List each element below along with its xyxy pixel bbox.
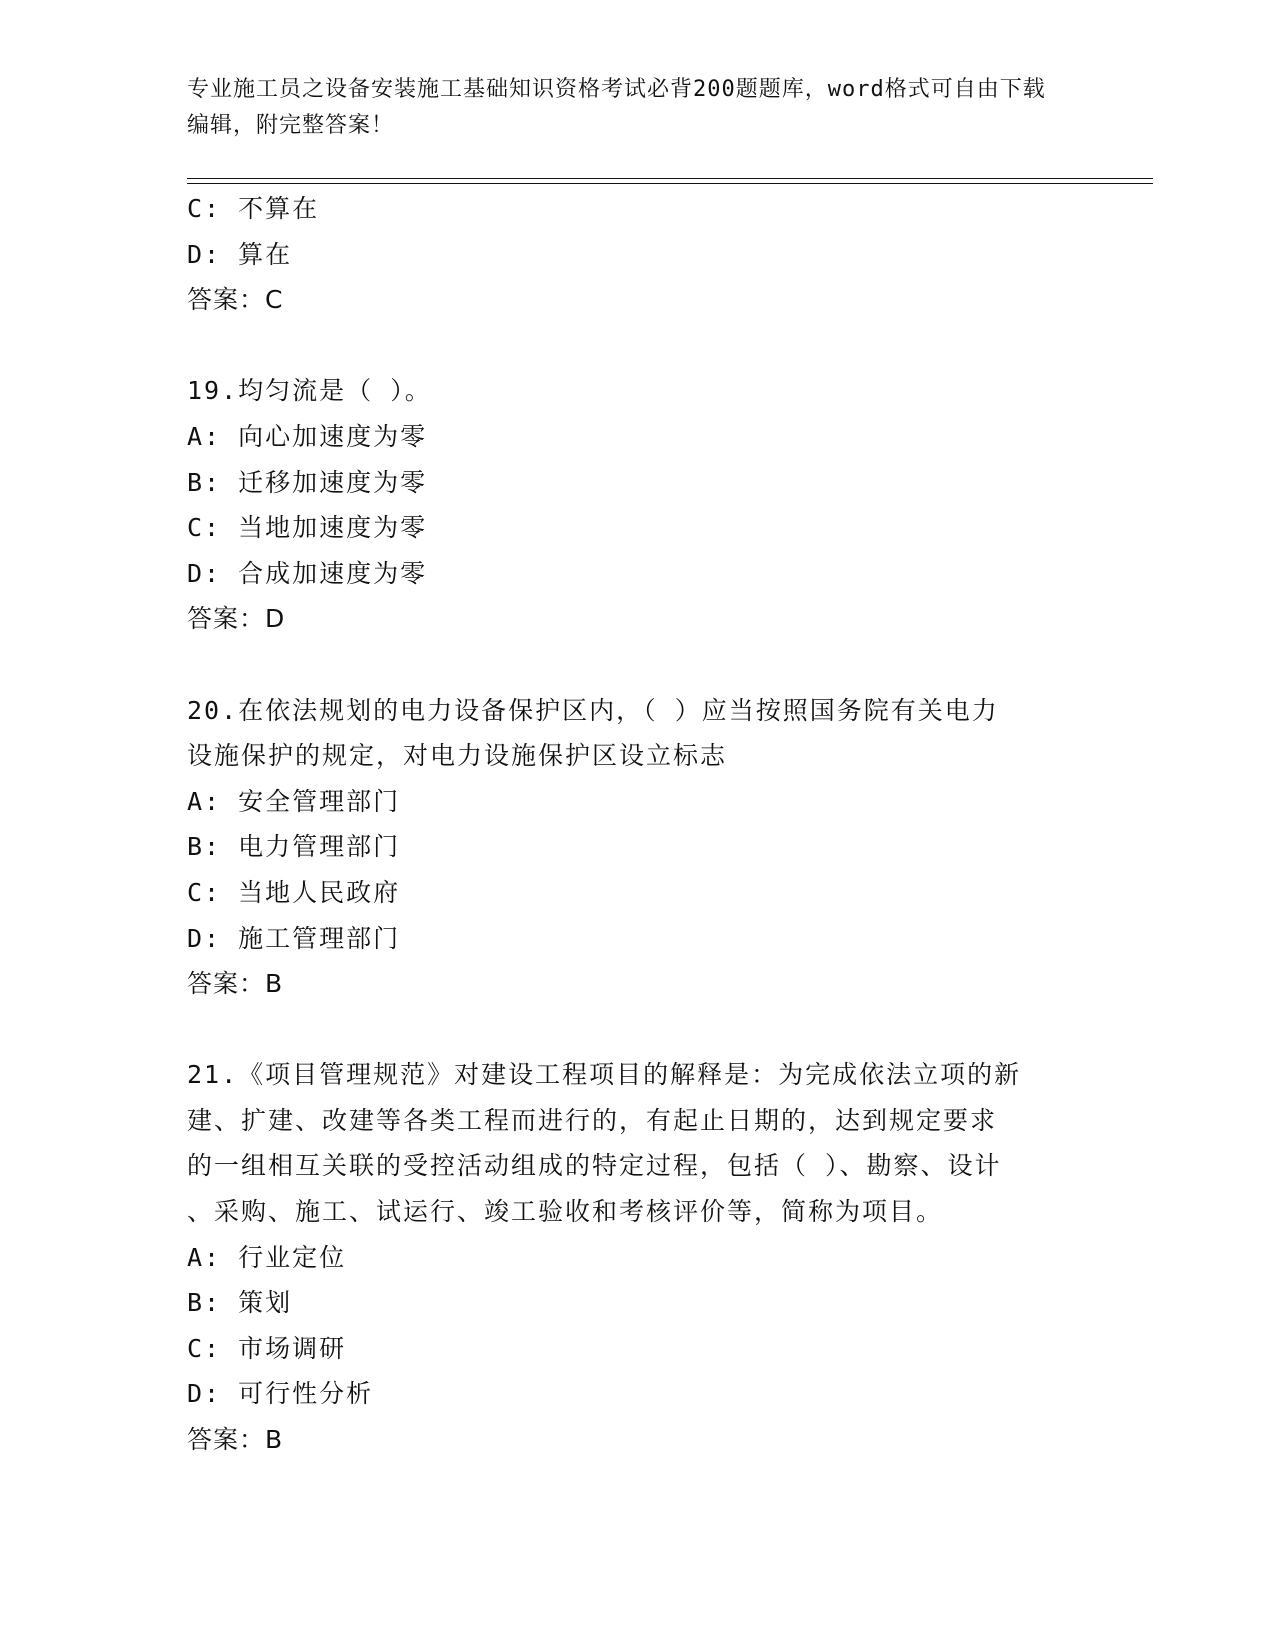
header-rule-bottom	[187, 183, 1153, 184]
option-d: D: 合成加速度为零	[187, 558, 428, 588]
option-b: B: 策划	[187, 1288, 293, 1318]
option-a: A: 安全管理部门	[187, 786, 401, 816]
question-text-line-4: 、采购、施工、试运行、竣工验收和考核评价等，简称为项目。	[187, 1197, 944, 1227]
question-text-line-2: 建、扩建、改建等各类工程而进行的，有起止日期的，达到规定要求	[187, 1105, 998, 1135]
option-d: D: 算在	[187, 239, 293, 269]
option-a: A: 行业定位	[187, 1242, 347, 1272]
option-d: D: 施工管理部门	[187, 923, 401, 953]
option-d: D: 可行性分析	[187, 1379, 374, 1409]
answer-line: 答案：C	[187, 285, 284, 315]
option-c: C: 不算在	[187, 194, 320, 223]
question-text-line-1: 20.在依法规划的电力设备保护区内，（ ）应当按照国务院有关电力	[187, 695, 999, 725]
header-rule-top	[187, 178, 1153, 179]
question-text-line-2: 设施保护的规定，对电力设施保护区设立标志	[187, 741, 728, 771]
question-21	[187, 1052, 1087, 1462]
option-b: B: 迁移加速度为零	[187, 467, 428, 497]
question-text-line-3: 的一组相互关联的受控活动组成的特定过程，包括（ ）、勘察、设计	[187, 1151, 1002, 1181]
question-text: 19.均匀流是（ ）。	[187, 376, 432, 406]
spacer	[187, 642, 1087, 688]
answer-line: 答案：B	[187, 1425, 284, 1455]
option-c: C: 当地人民政府	[187, 877, 401, 907]
question-18-tail	[187, 186, 1087, 323]
question-text-line-1: 21.《项目管理规范》对建设工程项目的解释是：为完成依法立项的新	[187, 1060, 1022, 1090]
option-a: A: 向心加速度为零	[187, 421, 428, 451]
answer-line: 答案：B	[187, 969, 284, 999]
option-c: C: 市场调研	[187, 1333, 347, 1363]
document-body	[187, 186, 1087, 1463]
document-header: 专业施工员之设备安装施工基础知识资格考试必背200题题库，word格式可自由下载编辑，附完整答案！	[187, 77, 1046, 138]
question-20	[187, 688, 1087, 1007]
question-19	[187, 368, 1087, 642]
option-c: C: 当地加速度为零	[187, 513, 428, 543]
option-b: B: 电力管理部门	[187, 832, 401, 862]
answer-line: 答案：D	[187, 604, 286, 634]
spacer	[187, 1007, 1087, 1053]
spacer	[187, 323, 1087, 369]
